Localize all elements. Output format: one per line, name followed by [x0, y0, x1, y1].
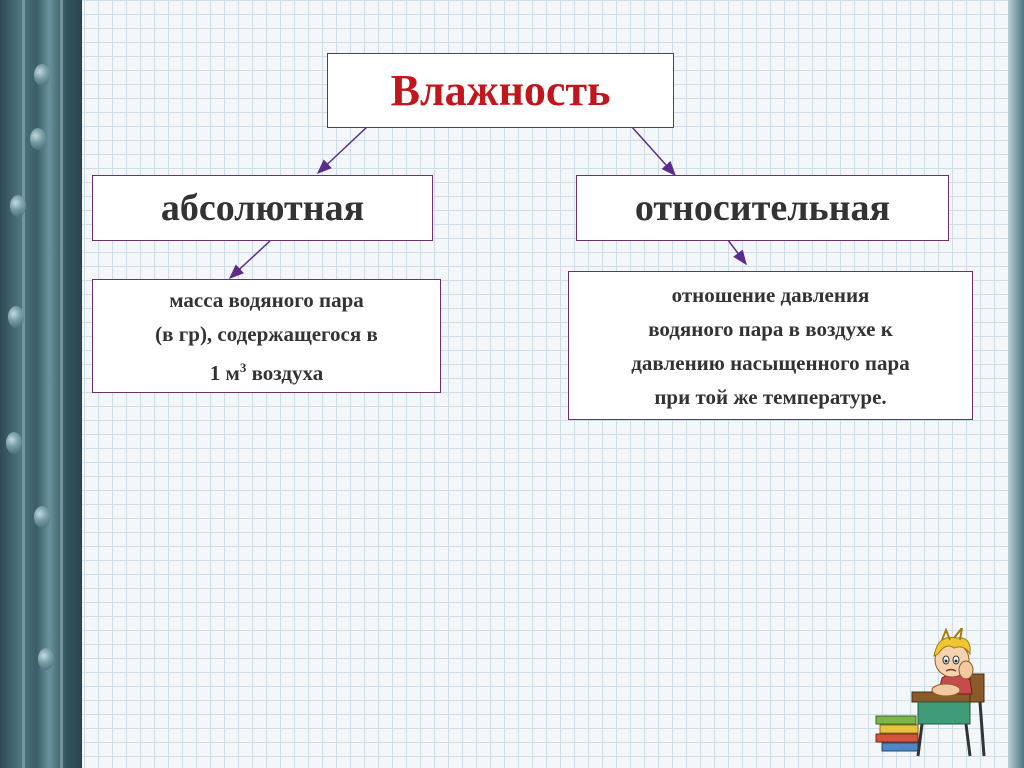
arrow-absolute-to-definition [230, 241, 270, 278]
definition-line: отношение давления [671, 282, 870, 307]
definition-line [155, 351, 378, 390]
relative-definition-text [631, 278, 909, 414]
root-node-box [327, 53, 674, 128]
relative-node-box [576, 175, 949, 241]
absolute-definition-box [92, 279, 441, 393]
definition-line-prefix: 1 м [209, 360, 240, 385]
definition-line: водяного пара в воздухе к [648, 316, 893, 341]
absolute-node-label: абсолютная [160, 187, 365, 229]
absolute-definition-text [155, 283, 378, 390]
cubic-superscript: 3 [239, 359, 247, 375]
definition-line-suffix: воздуха [246, 360, 324, 385]
relative-definition-box [568, 271, 973, 420]
absolute-node-box [92, 175, 433, 241]
student-at-desk-illustration [872, 628, 996, 760]
definition-line: давлению насыщенного пара [631, 350, 910, 375]
definition-line: масса водяного пара [169, 287, 364, 312]
arrow-root-to-relative [632, 127, 675, 175]
definition-line: (в гр), содержащегося в [155, 321, 378, 346]
definition-line: при той же температуре. [654, 384, 887, 409]
root-node-label: Влажность [390, 66, 611, 115]
arrow-root-to-absolute [318, 127, 367, 173]
relative-node-label: относительная [634, 187, 891, 229]
